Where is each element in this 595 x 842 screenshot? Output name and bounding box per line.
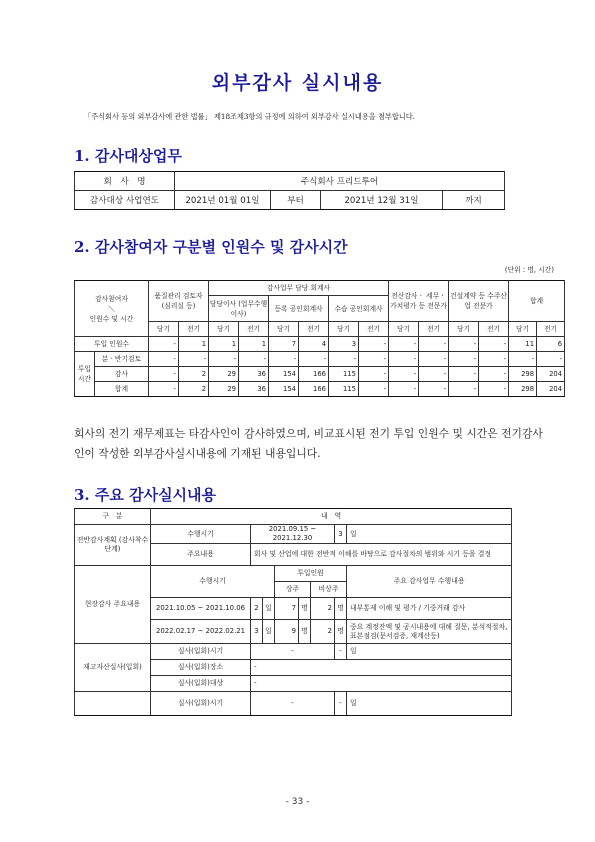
- field-resident: 상주: [275, 582, 311, 598]
- header-construction: 건설계약 등 수주산업 전문가: [449, 281, 509, 322]
- cell: 1: [239, 337, 269, 352]
- field-period: 2021.10.05 ~ 2021.10.06: [151, 598, 251, 620]
- row-label: 감사: [95, 367, 149, 382]
- cell: -: [479, 382, 509, 397]
- extra-time-value: -: [251, 692, 335, 716]
- cell: -: [479, 337, 509, 352]
- header-cur: 당기: [509, 322, 537, 337]
- cell: -: [149, 367, 179, 382]
- inventory-label: 재고자산실사(입회): [75, 644, 151, 692]
- row-label: 투입 인원수: [75, 337, 149, 352]
- header-cur: 당기: [389, 322, 419, 337]
- field-staff-header: 투입인원: [275, 566, 347, 582]
- extra-time-label: 실사(입회)시기: [151, 692, 251, 716]
- field-period: 2022.02.17 ~ 2022.02.21: [151, 620, 251, 644]
- cell: 166: [299, 382, 329, 397]
- period-row: [75, 191, 505, 210]
- cell: -: [179, 352, 209, 367]
- cell: -: [419, 382, 449, 397]
- plan-time-row: [75, 525, 512, 544]
- header-prev: 전기: [239, 322, 269, 337]
- audit-details-table: [74, 508, 512, 716]
- inventory-time-unit: 일: [347, 644, 512, 660]
- field-content: 중요 계정잔액 및 공시내용에 대해 질문, 분석적절차, 표본점검(문서검증, 재계산등): [347, 620, 512, 644]
- header-trainee: 수습 공인회계사: [329, 296, 389, 322]
- company-label: 회 사 명: [75, 172, 175, 191]
- participants-table: [74, 280, 565, 397]
- cell: -: [149, 352, 179, 367]
- cell: -: [239, 352, 269, 367]
- cell: 7: [269, 337, 299, 352]
- header-cur: 당기: [269, 322, 299, 337]
- field-label: 현장감사 주요내용: [75, 566, 151, 644]
- plan-day-unit: 일: [347, 525, 512, 544]
- extra-time-row: [75, 692, 512, 716]
- plan-days: 3: [335, 525, 347, 544]
- cell: -: [389, 382, 419, 397]
- field-res-unit: 명: [299, 620, 311, 644]
- cell: -: [359, 367, 389, 382]
- table-row: [75, 382, 565, 397]
- cell: 2: [179, 367, 209, 382]
- cell: -: [449, 382, 479, 397]
- cell: 154: [269, 382, 299, 397]
- cell: 29: [209, 382, 239, 397]
- field-day-unit: 일: [263, 620, 275, 644]
- company-name: 주식회사 프리드투어: [175, 172, 505, 191]
- cell: -: [449, 367, 479, 382]
- field-nonres: 2: [311, 598, 335, 620]
- cell: 4: [299, 337, 329, 352]
- cell: 298: [509, 367, 537, 382]
- field-days: 2: [251, 598, 263, 620]
- field-res-unit: 명: [299, 598, 311, 620]
- header-prev: 전기: [479, 322, 509, 337]
- period-from: 부터: [271, 191, 321, 210]
- cell: 6: [537, 337, 565, 352]
- row-label: 합계: [95, 382, 149, 397]
- cell: 2: [179, 382, 209, 397]
- field-nonresident: 비상주: [311, 582, 347, 598]
- table-row: [75, 352, 565, 367]
- cell: 166: [299, 367, 329, 382]
- header-total: 합계: [509, 281, 565, 322]
- cell: -: [449, 337, 479, 352]
- inventory-target-value: -: [251, 676, 512, 692]
- cell: -: [449, 352, 479, 367]
- header-cur: 당기: [209, 322, 239, 337]
- cell: 29: [209, 367, 239, 382]
- cell: -: [359, 352, 389, 367]
- group-label: 투입 시간: [75, 352, 95, 397]
- inventory-place-label: 실사(입회)장소: [151, 660, 251, 676]
- inventory-place-value: -: [251, 660, 512, 676]
- cell: -: [509, 352, 537, 367]
- cell: 204: [537, 367, 565, 382]
- cell: -: [479, 367, 509, 382]
- extra-time-days: -: [335, 692, 347, 716]
- field-days: 3: [251, 620, 263, 644]
- cell: -: [389, 352, 419, 367]
- cell: 11: [509, 337, 537, 352]
- field-time-header: 수행시기: [151, 566, 275, 598]
- page-number: - 33 -: [285, 797, 310, 807]
- plan-content-label: 주요내용: [151, 544, 251, 566]
- col-content: 내 역: [151, 509, 512, 525]
- plan-content-value: 회사 및 산업에 대한 전반적 이해를 바탕으로 감사절차의 범위와 시기 등을 결정: [251, 544, 512, 566]
- corner-top: 감사참여자: [95, 294, 128, 303]
- cell: -: [149, 382, 179, 397]
- cell: -: [479, 352, 509, 367]
- cell: -: [149, 337, 179, 352]
- field-nonres-unit: 명: [335, 620, 347, 644]
- col-gubun: 구 분: [75, 509, 151, 525]
- cell: 36: [239, 367, 269, 382]
- header-prev: 전기: [299, 322, 329, 337]
- header-prev: 전기: [359, 322, 389, 337]
- extra-time-unit: 일: [347, 692, 512, 716]
- corner-slash: ＼: [108, 304, 115, 313]
- plan-label: 전반감사계획 (감사착수단계): [75, 525, 151, 566]
- cell: 115: [329, 367, 359, 382]
- section3-heading: 3. 주요 감사실시내용: [74, 486, 217, 504]
- field-content: 내부통제 이해 및 평가 / 기중거래 감사: [347, 598, 512, 620]
- prior-period-note: 회사의 전기 재무제표는 타감사인이 감사하였으며, 비교표시된 전기 투입 인원수 및 시간은 전기감사인이 작성한 외부감사실시내용에 기재된 내용입니다.: [74, 427, 543, 460]
- cell: -: [329, 352, 359, 367]
- cell: 3: [329, 337, 359, 352]
- cell: -: [389, 367, 419, 382]
- section2-heading: 2. 감사참여자 구분별 인원수 및 감사시간: [74, 238, 348, 256]
- unit-label: (단위 : 명, 시간): [504, 266, 554, 274]
- period-start: 2021년 01월 01일: [175, 191, 271, 210]
- section1-heading: 1. 감사대상업무: [74, 147, 182, 165]
- cell: 1: [179, 337, 209, 352]
- header-it: 전산감사ㆍ 세무ㆍ가치평가 등 전문가: [389, 281, 449, 322]
- cell: -: [419, 352, 449, 367]
- cell: 36: [239, 382, 269, 397]
- header-qr: 품질관리 검토자 (심리실 등): [149, 281, 209, 322]
- cell: 1: [209, 337, 239, 352]
- company-row: [75, 172, 505, 191]
- cell: -: [359, 337, 389, 352]
- header-cur: 당기: [449, 322, 479, 337]
- field-day-unit: 일: [263, 598, 275, 620]
- table-row: [75, 337, 565, 352]
- cell: -: [537, 352, 565, 367]
- header-prev: 전기: [179, 322, 209, 337]
- cell: -: [419, 337, 449, 352]
- period-until: 까지: [443, 191, 505, 210]
- inventory-time-days: -: [335, 644, 347, 660]
- period-end: 2021년 12월 31일: [321, 191, 443, 210]
- intro-text: 「주식회사 등의 외부감사에 관한 법률」 제18조제3항의 규정에 의하여 외부감사 실시내용을 첨부합니다.: [84, 112, 415, 121]
- audit-target-table: [74, 171, 505, 210]
- plan-time-value: 2021.09.15 ~ 2021.12.30: [251, 525, 335, 544]
- header-corner: [75, 281, 149, 337]
- cell: 204: [537, 382, 565, 397]
- cell: -: [299, 352, 329, 367]
- header-cur: 당기: [149, 322, 179, 337]
- header-prev: 전기: [537, 322, 565, 337]
- plan-time-label: 수행시기: [151, 525, 251, 544]
- cell: -: [359, 382, 389, 397]
- cell: 154: [269, 367, 299, 382]
- header-period-row: [75, 322, 565, 337]
- cell: -: [269, 352, 299, 367]
- header-partner: 담당이사 (업무수행이사): [209, 296, 269, 322]
- table-row: [75, 367, 565, 382]
- cell: -: [209, 352, 239, 367]
- header-cur: 당기: [329, 322, 359, 337]
- cell: -: [389, 337, 419, 352]
- corner-bottom: 인원수 및 시간: [89, 314, 134, 323]
- header-cpa: 등록 공인회계사: [269, 296, 329, 322]
- inventory-time-label: 실사(입회)시기: [151, 644, 251, 660]
- field-nonres-unit: 명: [335, 598, 347, 620]
- field-res: 9: [275, 620, 299, 644]
- period-label: 감사대상 사업연도: [75, 191, 175, 210]
- page-title: 외부감사 실시내용: [211, 72, 384, 94]
- field-res: 7: [275, 598, 299, 620]
- cell: -: [419, 367, 449, 382]
- inventory-time-row: [75, 644, 512, 660]
- field-content-header: 주요 감사업무 수행내용: [347, 566, 512, 598]
- field-nonres: 2: [311, 620, 335, 644]
- header-prev: 전기: [419, 322, 449, 337]
- row-label: 분ㆍ반기검토: [95, 352, 149, 367]
- header-in-charge: 감사업무 담당 회계사: [209, 281, 389, 296]
- cell: 298: [509, 382, 537, 397]
- extra-label: [75, 692, 151, 716]
- cell: 115: [329, 382, 359, 397]
- inventory-time-value: -: [251, 644, 335, 660]
- inventory-target-label: 실사(입회)대상: [151, 676, 251, 692]
